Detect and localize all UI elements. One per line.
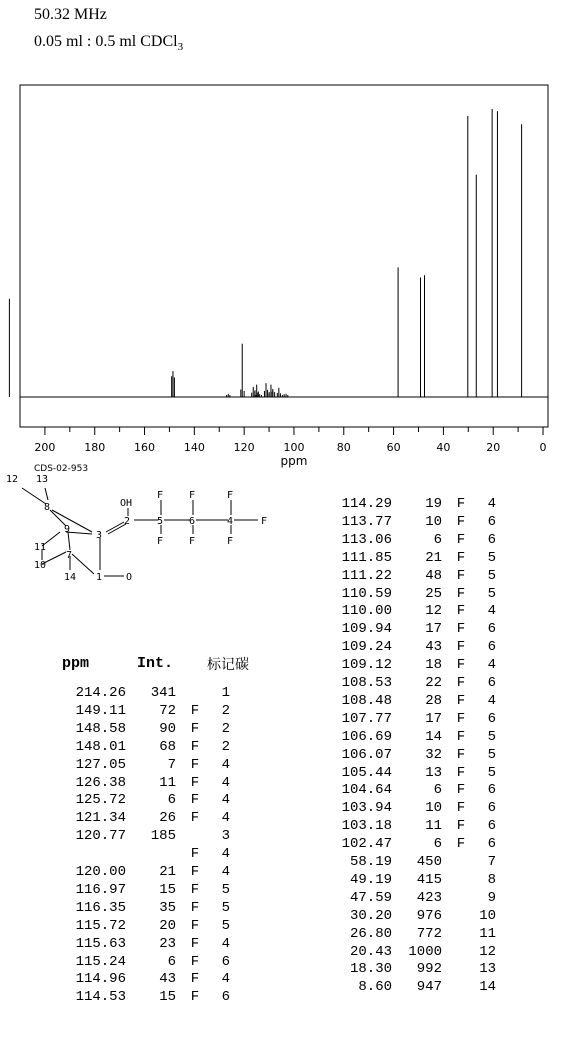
carbon-number-cell: 11: [479, 925, 496, 942]
label-f-cell: F: [456, 496, 466, 512]
label-f-cell: F: [456, 836, 466, 853]
table-row: [56, 989, 256, 1007]
ppm-cell: 115.63: [75, 935, 126, 952]
ppm-cell: 126.38: [75, 774, 126, 791]
table-row: [322, 854, 522, 872]
table-row: [322, 639, 522, 657]
ppm-cell: 111.85: [341, 549, 392, 566]
table-row: [322, 675, 522, 693]
atom-label: 2: [124, 516, 131, 527]
intensity-cell: 17: [425, 710, 442, 727]
atom-label: 11: [34, 542, 47, 553]
table-row: [322, 586, 522, 604]
nmr-spectrum-chart: [0, 0, 570, 470]
carbon-number-cell: 5: [487, 585, 496, 602]
x-tick-label: 200: [34, 441, 56, 454]
intensity-cell: 23: [159, 935, 176, 952]
x-tick-label: 0: [539, 441, 547, 454]
intensity-cell: 17: [425, 621, 442, 638]
label-f-cell: F: [190, 864, 200, 880]
intensity-cell: 992: [416, 961, 442, 978]
intensity-cell: 415: [416, 871, 442, 888]
label-f-cell: F: [456, 746, 466, 763]
intensity-cell: 14: [425, 728, 442, 745]
table-row: [322, 603, 522, 621]
atom-label: 7: [66, 550, 73, 561]
label-f-cell: F: [456, 675, 466, 691]
atom-label: F: [227, 536, 234, 547]
table-row: [56, 810, 256, 828]
ppm-cell: 109.24: [341, 639, 392, 656]
table-row: [56, 792, 256, 810]
x-tick-label: 20: [486, 441, 501, 454]
intensity-cell: 976: [416, 907, 442, 924]
x-tick-label: 80: [336, 441, 351, 454]
label-f-cell: F: [456, 782, 466, 799]
atom-label: 10: [34, 560, 47, 571]
intensity-cell: 21: [159, 864, 176, 880]
table-row: [322, 711, 522, 729]
ppm-cell: 214.26: [75, 685, 126, 701]
carbon-number-cell: 3: [221, 828, 230, 845]
solvent-subscript: 3: [177, 41, 184, 53]
intensity-cell: 26: [159, 810, 176, 827]
carbon-number-cell: 4: [487, 603, 496, 620]
intensity-cell: 6: [433, 836, 442, 853]
x-axis-ticks: [34, 427, 546, 454]
table-row: [56, 757, 256, 775]
label-f-cell: F: [456, 567, 466, 584]
intensity-cell: 28: [425, 692, 442, 709]
atom-label: 13: [36, 474, 49, 485]
table-row: [322, 944, 522, 962]
label-f-cell: F: [190, 899, 200, 916]
carbon-number-cell: 9: [487, 889, 496, 906]
ppm-cell: 49.19: [349, 871, 392, 888]
intensity-cell: 11: [425, 818, 442, 835]
table-row: [56, 936, 256, 954]
carbon-number-cell: 10: [479, 907, 496, 924]
ppm-cell: 58.19: [349, 854, 392, 870]
intensity-cell: 6: [167, 792, 176, 809]
table-row: [322, 979, 522, 997]
ppm-cell: 115.24: [75, 953, 126, 970]
carbon-number-cell: 5: [221, 899, 230, 916]
atom-label: O: [126, 572, 133, 583]
carbon-number-cell: 4: [221, 971, 230, 988]
label-f-cell: F: [456, 603, 466, 620]
carbon-number-cell: 4: [487, 692, 496, 709]
intensity-cell: 11: [159, 774, 176, 791]
intensity-cell: 19: [425, 496, 442, 512]
atom-label: F: [261, 516, 268, 527]
table-row: [322, 747, 522, 765]
carbon-number-cell: 4: [221, 864, 230, 880]
label-f-cell: F: [190, 792, 200, 809]
atom-label: F: [189, 490, 196, 501]
atom-label: F: [157, 490, 164, 501]
table-row: [322, 693, 522, 711]
intensity-cell: 10: [425, 800, 442, 817]
intensity-cell: 6: [167, 953, 176, 970]
table-row: [56, 864, 256, 882]
carbon-number-cell: 6: [221, 989, 230, 1006]
intensity-cell: 25: [425, 585, 442, 602]
intensity-cell: 48: [425, 567, 442, 584]
label-f-cell: F: [190, 971, 200, 988]
x-tick-label: 160: [134, 441, 156, 454]
atom-label: 4: [227, 516, 234, 527]
intensity-cell: 21: [425, 549, 442, 566]
label-f-cell: F: [456, 585, 466, 602]
intensity-cell: 772: [416, 925, 442, 942]
intensity-cell: 43: [159, 971, 176, 988]
label-f-cell: F: [456, 800, 466, 817]
ppm-cell: 115.72: [75, 917, 126, 934]
carbon-number-cell: 6: [487, 639, 496, 656]
label-f-cell: F: [456, 818, 466, 835]
label-f-cell: F: [190, 846, 200, 863]
ppm-cell: 120.77: [75, 828, 126, 845]
carbon-number-cell: 4: [221, 810, 230, 827]
carbon-number-cell: 6: [487, 782, 496, 799]
intensity-cell: 13: [425, 764, 442, 781]
ppm-cell: 127.05: [75, 756, 126, 773]
ppm-cell: 107.77: [341, 710, 392, 727]
label-f-cell: F: [456, 549, 466, 566]
carbon-number-cell: 6: [487, 621, 496, 638]
label-f-cell: F: [456, 692, 466, 709]
table-row: [56, 739, 256, 757]
table-row: [322, 550, 522, 568]
ppm-cell: 110.00: [341, 603, 392, 620]
table-row: [56, 954, 256, 972]
carbon-number-cell: 5: [487, 746, 496, 763]
intensity-cell: 10: [425, 513, 442, 530]
label-f-cell: F: [190, 935, 200, 952]
carbon-number-cell: 6: [487, 675, 496, 691]
ppm-cell: 106.07: [341, 746, 392, 763]
ppm-cell: 109.12: [341, 657, 392, 674]
spectrometer-frequency: 50.32 MHz: [34, 6, 107, 23]
atom-label: F: [189, 536, 196, 547]
table-row: [322, 532, 522, 550]
label-f-cell: F: [190, 756, 200, 773]
ppm-cell: 113.77: [341, 513, 392, 530]
table-row: [322, 890, 522, 908]
ppm-cell: 108.53: [341, 675, 392, 691]
carbon-number-cell: 5: [487, 567, 496, 584]
intensity-cell: 90: [159, 720, 176, 737]
carbon-number-cell: 4: [487, 657, 496, 674]
intensity-cell: 185: [150, 828, 176, 845]
carbon-number-cell: 4: [487, 496, 496, 512]
ppm-cell: 103.94: [341, 800, 392, 817]
table-row: [56, 882, 256, 900]
x-tick-label: 120: [233, 441, 255, 454]
atom-label: 14: [64, 572, 77, 583]
atom-label: F: [227, 490, 234, 501]
table-row: [322, 872, 522, 890]
ppm-cell: 26.80: [349, 925, 392, 942]
ppm-cell: 113.06: [341, 531, 392, 548]
label-f-cell: F: [190, 810, 200, 827]
carbon-number-cell: 13: [479, 961, 496, 978]
label-f-cell: F: [190, 774, 200, 791]
intensity-cell: 15: [159, 989, 176, 1006]
carbon-number-cell: 2: [221, 738, 230, 755]
ppm-cell: 116.97: [75, 881, 126, 898]
table-row: [56, 775, 256, 793]
atom-label: OH: [120, 498, 133, 509]
atom-label: 3: [96, 530, 103, 541]
atom-label: 1: [96, 572, 103, 583]
intensity-cell: 20: [159, 917, 176, 934]
x-tick-label: 140: [183, 441, 205, 454]
table-row: [322, 836, 522, 854]
carbon-number-cell: 8: [487, 871, 496, 888]
carbon-number-cell: 2: [221, 720, 230, 737]
ppm-cell: 47.59: [349, 889, 392, 906]
ppm-cell: 114.96: [75, 971, 126, 988]
label-f-cell: F: [456, 531, 466, 548]
ppm-cell: 111.22: [341, 567, 392, 584]
intensity-cell: 1000: [408, 943, 442, 960]
label-f-cell: F: [190, 989, 200, 1006]
ppm-cell: 120.00: [75, 864, 126, 880]
spectrum-code: CDS-02-953: [34, 464, 89, 474]
table-row: [56, 846, 256, 864]
ppm-cell: 110.59: [341, 585, 392, 602]
carbon-number-cell: 5: [487, 764, 496, 781]
table-row: [322, 657, 522, 675]
table-row: [56, 685, 256, 703]
table-row: [322, 729, 522, 747]
label-f-cell: F: [190, 917, 200, 934]
plot-frame: [20, 85, 548, 427]
carbon-number-cell: 6: [487, 531, 496, 548]
carbon-number-cell: 5: [221, 917, 230, 934]
ppm-cell: 102.47: [341, 836, 392, 853]
label-f-cell: F: [190, 738, 200, 755]
label-f-cell: F: [456, 621, 466, 638]
table-row: [56, 703, 256, 721]
table-row: [56, 918, 256, 936]
label-f-cell: F: [456, 710, 466, 727]
bond-lines: [22, 488, 258, 576]
ppm-cell: 116.35: [75, 899, 126, 916]
x-tick-label: 180: [84, 441, 106, 454]
molecule-structure: [0, 470, 300, 660]
table-header-ppm: ppm: [62, 655, 90, 672]
ppm-cell: 30.20: [349, 907, 392, 924]
carbon-number-cell: 12: [479, 943, 496, 960]
carbon-number-cell: 6: [487, 710, 496, 727]
table-header-int: Int.: [137, 655, 174, 672]
intensity-cell: 341: [150, 685, 176, 701]
x-tick-label: 40: [436, 441, 451, 454]
intensity-cell: 423: [416, 889, 442, 906]
intensity-cell: 68: [159, 738, 176, 755]
table-header-label: 标记碳: [207, 657, 249, 673]
carbon-number-cell: 6: [221, 953, 230, 970]
carbon-number-cell: 1: [221, 685, 230, 701]
table-row: [56, 721, 256, 739]
atom-label: F: [157, 536, 164, 547]
carbon-number-cell: 6: [487, 818, 496, 835]
intensity-cell: 43: [425, 639, 442, 656]
intensity-cell: 22: [425, 675, 442, 691]
table-row: [322, 514, 522, 532]
label-f-cell: F: [456, 657, 466, 674]
ppm-cell: 125.72: [75, 792, 126, 809]
table-row: [322, 961, 522, 979]
atom-label: 8: [44, 502, 51, 513]
table-row: [56, 971, 256, 989]
intensity-cell: 450: [416, 854, 442, 870]
label-f-cell: F: [456, 513, 466, 530]
x-tick-label: 100: [283, 441, 305, 454]
carbon-number-cell: 6: [487, 800, 496, 817]
label-f-cell: F: [190, 702, 200, 719]
ppm-cell: 149.11: [75, 702, 126, 719]
x-tick-label: 60: [386, 441, 401, 454]
label-f-cell: F: [456, 639, 466, 656]
intensity-cell: 35: [159, 899, 176, 916]
ppm-cell: 114.53: [75, 989, 126, 1006]
carbon-number-cell: 2: [221, 702, 230, 719]
intensity-cell: 947: [416, 979, 442, 996]
carbon-number-cell: 7: [487, 854, 496, 870]
table-row: [322, 496, 522, 514]
x-axis-label: ppm: [280, 454, 308, 468]
table-row: [322, 908, 522, 926]
label-f-cell: F: [456, 728, 466, 745]
carbon-number-cell: 6: [487, 836, 496, 853]
ppm-cell: 20.43: [349, 943, 392, 960]
table-row: [322, 782, 522, 800]
ppm-cell: 114.29: [341, 496, 392, 512]
intensity-cell: 6: [433, 782, 442, 799]
intensity-cell: 72: [159, 702, 176, 719]
ppm-cell: 8.60: [358, 979, 392, 996]
table-row: [322, 818, 522, 836]
table-row: [322, 926, 522, 944]
carbon-number-cell: 4: [221, 846, 230, 863]
table-row: [322, 621, 522, 639]
carbon-number-cell: 14: [479, 979, 496, 996]
carbon-number-cell: 4: [221, 792, 230, 809]
carbon-number-cell: 4: [221, 935, 230, 952]
intensity-cell: 32: [425, 746, 442, 763]
intensity-cell: 6: [433, 531, 442, 548]
ppm-cell: 103.18: [341, 818, 392, 835]
table-row: [322, 765, 522, 783]
atom-label: 6: [189, 516, 196, 527]
peaks-group: [9, 109, 521, 397]
intensity-cell: 18: [425, 657, 442, 674]
ppm-cell: 108.48: [341, 692, 392, 709]
atom-label: 12: [6, 474, 19, 485]
intensity-cell: 15: [159, 881, 176, 898]
ppm-cell: 105.44: [341, 764, 392, 781]
table-row: [56, 900, 256, 918]
ppm-cell: 109.94: [341, 621, 392, 638]
label-f-cell: F: [456, 764, 466, 781]
intensity-cell: 12: [425, 603, 442, 620]
intensity-cell: 7: [167, 756, 176, 773]
table-row: [322, 568, 522, 586]
carbon-number-cell: 5: [487, 728, 496, 745]
table-row: [56, 828, 256, 846]
ppm-cell: 18.30: [349, 961, 392, 978]
carbon-number-cell: 5: [487, 549, 496, 566]
ppm-cell: 106.69: [341, 728, 392, 745]
carbon-number-cell: 6: [487, 513, 496, 530]
carbon-number-cell: 5: [221, 881, 230, 898]
label-f-cell: F: [190, 953, 200, 970]
ppm-cell: 148.01: [75, 738, 126, 755]
ppm-cell: 104.64: [341, 782, 392, 799]
ppm-cell: 148.58: [75, 720, 126, 737]
ppm-cell: 121.34: [75, 810, 126, 827]
solvent-text: 0.05 ml : 0.5 ml CDCl: [34, 33, 178, 50]
atom-label: 9: [64, 524, 71, 535]
carbon-number-cell: 4: [221, 756, 230, 773]
carbon-number-cell: 4: [221, 774, 230, 791]
label-f-cell: F: [190, 720, 200, 737]
label-f-cell: F: [190, 881, 200, 898]
atom-label: 5: [157, 516, 164, 527]
table-row: [322, 800, 522, 818]
